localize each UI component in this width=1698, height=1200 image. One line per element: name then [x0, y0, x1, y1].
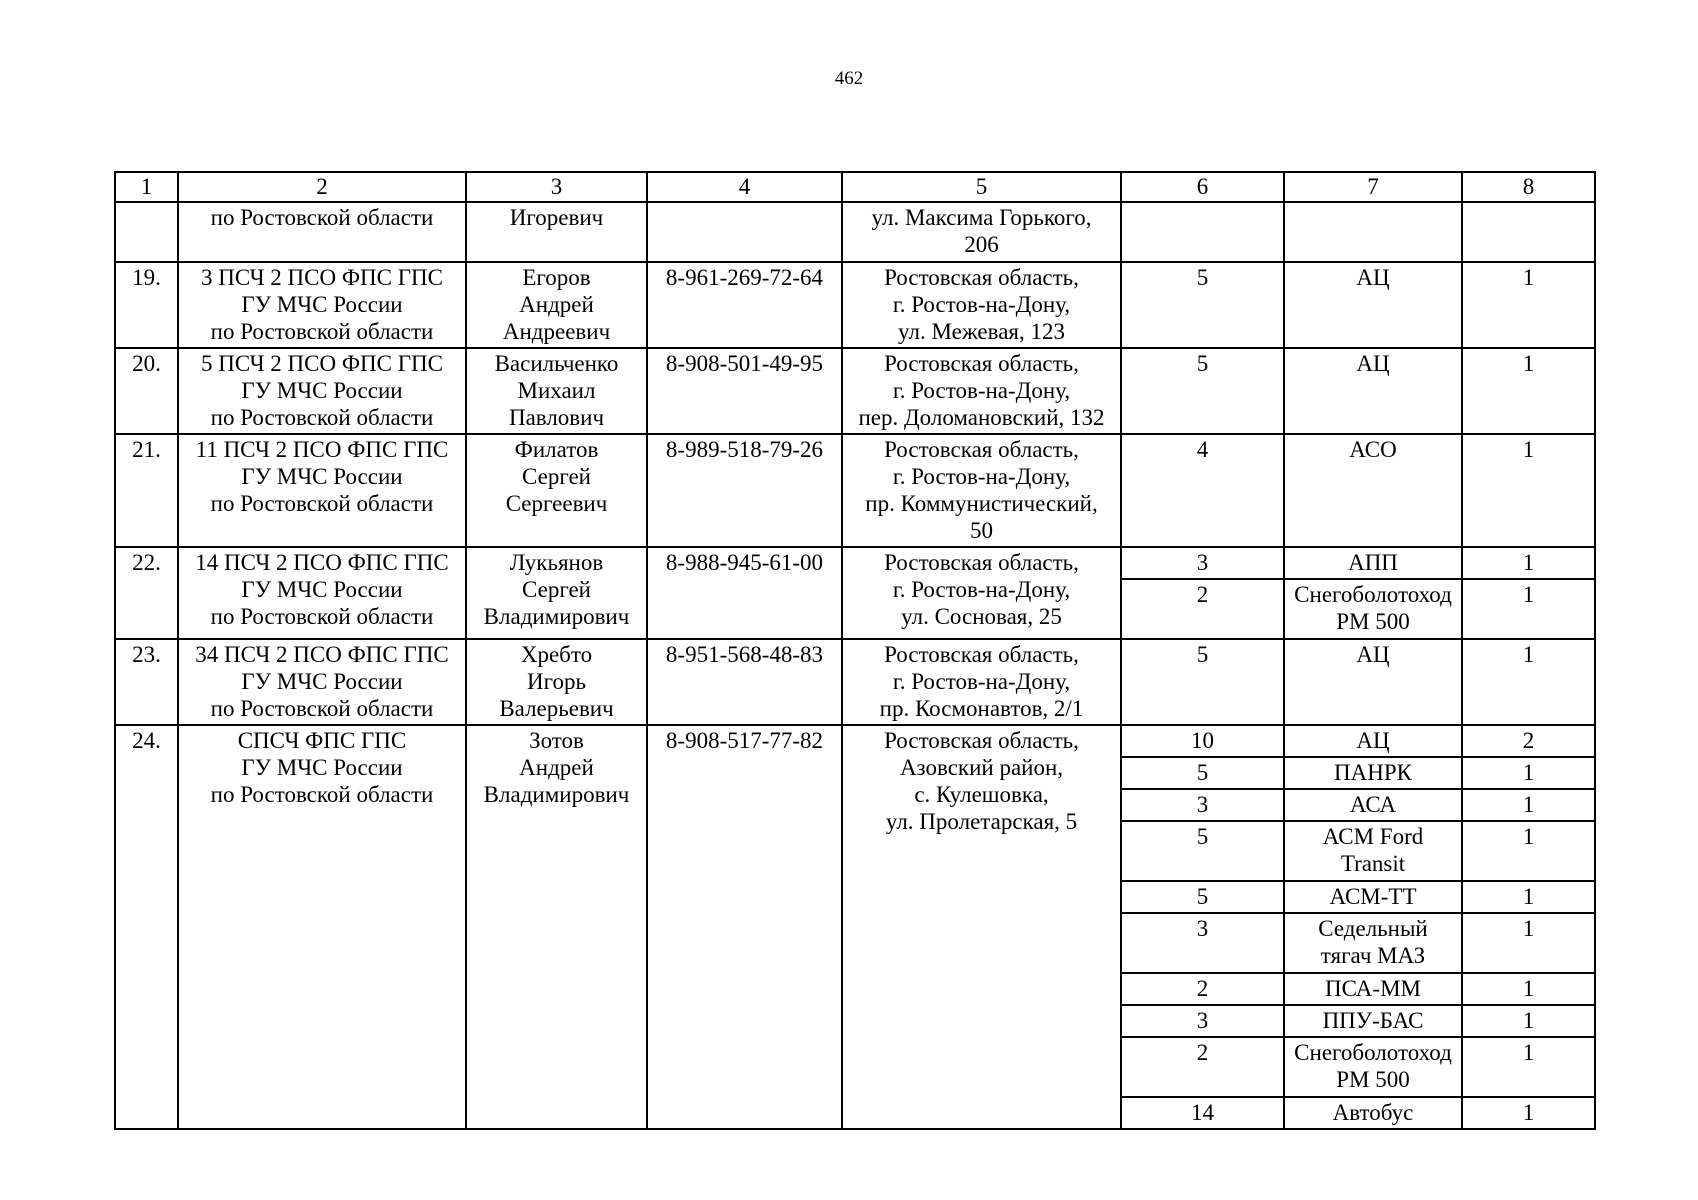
address-line: ул. Сосновая, 25 [901, 604, 1062, 629]
address [842, 348, 1121, 434]
vehicle-type-line: АСО [1349, 437, 1397, 462]
unit-name [178, 202, 466, 262]
vehicle-type [1284, 725, 1462, 757]
address-line: Ростовская область, [884, 550, 1079, 575]
vehicle-type-line: АЦ [1356, 642, 1390, 667]
unit-name-line: СПСЧ ФПС ГПС [237, 728, 407, 753]
phone-number: 8-951-568-48-83 [647, 639, 842, 725]
vehicle-type-line: РМ 500 [1336, 609, 1410, 634]
address-line: 50 [970, 518, 993, 543]
vehicle-type [1284, 547, 1462, 579]
unit-name-line: 5 ПСЧ 2 ПСО ФПС ГПС [200, 351, 443, 376]
address-line: Ростовская область, [884, 728, 1079, 753]
vehicle-type [1284, 1037, 1462, 1097]
address [842, 262, 1121, 348]
vehicle-quantity [1462, 202, 1595, 262]
responsible-person [466, 434, 647, 547]
responsible-person-line: Андреевич [502, 319, 611, 344]
table-row [115, 639, 1595, 725]
responsible-person-line: Игоревич [509, 205, 604, 230]
vehicle-quantity: 1 [1462, 262, 1595, 348]
responsible-person-line: Васильченко [494, 351, 619, 376]
address [842, 202, 1121, 262]
responsible-person-line: Филатов [514, 437, 599, 462]
address-line: Ростовская область, [884, 351, 1079, 376]
address-line: пр. Коммунистический, [865, 491, 1098, 516]
address-line: 206 [964, 232, 999, 257]
vehicle-quantity: 2 [1462, 725, 1595, 757]
vehicle-quantity: 1 [1462, 757, 1595, 789]
responsible-person [466, 547, 647, 639]
vehicle-count: 2 [1121, 1037, 1284, 1097]
vehicle-count: 5 [1121, 757, 1284, 789]
row-number [115, 202, 178, 262]
address-line: г. Ростов-на-Дону, [892, 577, 1071, 602]
vehicle-count: 4 [1121, 434, 1284, 547]
vehicle-quantity: 1 [1462, 1037, 1595, 1097]
header-cell-1: 1 [115, 172, 178, 202]
unit-name-line: 34 ПСЧ 2 ПСО ФПС ГПС [195, 642, 449, 667]
address-line: г. Ростов-на-Дону, [892, 292, 1071, 317]
address-line: Ростовская область, [884, 265, 1079, 290]
vehicle-quantity: 1 [1462, 821, 1595, 881]
address [842, 639, 1121, 725]
vehicle-type [1284, 262, 1462, 348]
phone-number: 8-908-517-77-82 [647, 725, 842, 1129]
vehicle-type [1284, 202, 1462, 262]
vehicle-type [1284, 1097, 1462, 1129]
unit-name-line: по Ростовской области [210, 782, 434, 807]
address-line: г. Ростов-на-Дону, [892, 464, 1071, 489]
phone-number [647, 202, 842, 262]
vehicle-count: 3 [1121, 1005, 1284, 1037]
address-line: пр. Космонавтов, 2/1 [879, 696, 1084, 721]
table-row [115, 434, 1595, 547]
responsible-person [466, 725, 647, 1129]
header-cell-3: 3 [466, 172, 647, 202]
responsible-person-line: Михаил [517, 378, 596, 403]
vehicle-type [1284, 913, 1462, 973]
header-row [115, 172, 1595, 202]
responsible-person-line: Игорь [527, 669, 586, 694]
address-line: ул. Пролетарская, 5 [885, 809, 1078, 834]
responsible-person [466, 202, 647, 262]
unit-name [178, 547, 466, 639]
vehicle-type-line: ППУ-БАС [1322, 1008, 1424, 1033]
row-number: 21. [115, 434, 178, 547]
table-row [115, 725, 1595, 757]
responsible-person-line: Лукьянов [509, 550, 604, 575]
vehicle-quantity: 1 [1462, 579, 1595, 639]
address-line: Ростовская область, [884, 642, 1079, 667]
vehicle-type [1284, 789, 1462, 821]
vehicle-count: 10 [1121, 725, 1284, 757]
unit-name-line: ГУ МЧС России [241, 292, 403, 317]
vehicle-quantity: 1 [1462, 789, 1595, 821]
vehicle-type [1284, 579, 1462, 639]
row-number: 19. [115, 262, 178, 348]
row-number: 20. [115, 348, 178, 434]
address-line: Ростовская область, [884, 437, 1079, 462]
vehicle-type-line: ПАНРК [1334, 760, 1412, 785]
vehicle-type [1284, 1005, 1462, 1037]
vehicle-count: 5 [1121, 262, 1284, 348]
responsible-person [466, 639, 647, 725]
vehicle-quantity: 1 [1462, 1005, 1595, 1037]
vehicle-quantity: 1 [1462, 1097, 1595, 1129]
header-cell-8: 8 [1462, 172, 1595, 202]
unit-name-line: по Ростовской области [210, 696, 434, 721]
responsible-person [466, 348, 647, 434]
vehicle-count: 3 [1121, 789, 1284, 821]
phone-number: 8-989-518-79-26 [647, 434, 842, 547]
vehicle-quantity: 1 [1462, 348, 1595, 434]
header-cell-4: 4 [647, 172, 842, 202]
vehicle-quantity: 1 [1462, 639, 1595, 725]
responsible-person-line: Владимирович [483, 782, 630, 807]
vehicle-type [1284, 639, 1462, 725]
vehicle-type [1284, 821, 1462, 881]
unit-name [178, 434, 466, 547]
responsible-person [466, 262, 647, 348]
vehicle-type-line: Transit [1340, 851, 1406, 876]
vehicle-type [1284, 434, 1462, 547]
address-line: пер. Доломановский, 132 [858, 405, 1105, 430]
vehicle-type-line: Автобус [1332, 1100, 1414, 1125]
vehicle-count: 14 [1121, 1097, 1284, 1129]
unit-name [178, 639, 466, 725]
unit-name-line: по Ростовской области [210, 205, 434, 230]
vehicle-count: 5 [1121, 639, 1284, 725]
vehicle-count: 3 [1121, 913, 1284, 973]
address-line: г. Ростов-на-Дону, [892, 378, 1071, 403]
header-cell-2: 2 [178, 172, 466, 202]
phone-number: 8-908-501-49-95 [647, 348, 842, 434]
data-table [114, 171, 1596, 1130]
table-row [115, 202, 1595, 262]
vehicle-type [1284, 348, 1462, 434]
unit-name [178, 348, 466, 434]
unit-name-line: по Ростовской области [210, 319, 434, 344]
unit-name [178, 262, 466, 348]
unit-name-line: по Ростовской области [210, 405, 434, 430]
header-cell-6: 6 [1121, 172, 1284, 202]
vehicle-count: 5 [1121, 821, 1284, 881]
row-number: 22. [115, 547, 178, 639]
vehicle-type [1284, 881, 1462, 913]
responsible-person-line: Сергей [522, 464, 591, 489]
responsible-person-line: Хребто [520, 642, 593, 667]
table-row [115, 262, 1595, 348]
unit-name-line: 14 ПСЧ 2 ПСО ФПС ГПС [195, 550, 449, 575]
address-line: г. Ростов-на-Дону, [892, 669, 1071, 694]
vehicle-type-line: АЦ [1356, 728, 1390, 753]
row-number: 24. [115, 725, 178, 1129]
address-line: Азовский район, [899, 755, 1064, 780]
vehicle-type-line: Снегоболотоход [1294, 582, 1452, 607]
vehicle-type-line: Снегоболотоход [1294, 1040, 1452, 1065]
unit-name-line: ГУ МЧС России [241, 577, 403, 602]
address [842, 547, 1121, 639]
unit-name-line: 3 ПСЧ 2 ПСО ФПС ГПС [200, 265, 443, 290]
vehicle-type-line: АСМ Ford [1322, 824, 1424, 849]
vehicle-type-line: Седельный [1318, 916, 1428, 941]
vehicle-type-line: ПСА-ММ [1325, 976, 1421, 1001]
vehicle-quantity: 1 [1462, 973, 1595, 1005]
vehicle-count [1121, 202, 1284, 262]
vehicle-type [1284, 973, 1462, 1005]
responsible-person-line: Владимирович [483, 604, 630, 629]
responsible-person-line: Егоров [522, 265, 591, 290]
vehicle-quantity: 1 [1462, 913, 1595, 973]
address-line: ул. Максима Горького, [871, 205, 1092, 230]
table-body [115, 172, 1595, 1129]
header-cell-5: 5 [842, 172, 1121, 202]
address [842, 725, 1121, 1129]
vehicle-count: 3 [1121, 547, 1284, 579]
address-line: с. Кулешовка, [914, 782, 1049, 807]
vehicle-count: 2 [1121, 973, 1284, 1005]
unit-name-line: 11 ПСЧ 2 ПСО ФПС ГПС [195, 437, 449, 462]
vehicle-quantity: 1 [1462, 547, 1595, 579]
responsible-person-line: Андрей [519, 292, 594, 317]
unit-name-line: ГУ МЧС России [241, 755, 403, 780]
responsible-person-line: Зотов [529, 728, 584, 753]
address-line: ул. Межевая, 123 [898, 319, 1065, 344]
vehicle-type [1284, 757, 1462, 789]
phone-number: 8-988-945-61-00 [647, 547, 842, 639]
address [842, 434, 1121, 547]
vehicle-type-line: АСМ-ТТ [1329, 884, 1417, 909]
row-number: 23. [115, 639, 178, 725]
table-row [115, 547, 1595, 579]
unit-name-line: по Ростовской области [210, 604, 434, 629]
responsible-person-line: Андрей [519, 755, 594, 780]
vehicle-count: 2 [1121, 579, 1284, 639]
unit-name-line: по Ростовской области [210, 491, 434, 516]
responsible-person-line: Валерьевич [499, 696, 614, 721]
responsible-person-line: Сергей [522, 577, 591, 602]
unit-name [178, 725, 466, 1129]
vehicle-type-line: РМ 500 [1336, 1067, 1410, 1092]
vehicle-type-line: АПП [1348, 550, 1398, 575]
responsible-person-line: Сергеевич [505, 491, 608, 516]
header-cell-7: 7 [1284, 172, 1462, 202]
table-row [115, 348, 1595, 434]
responsible-person-line: Павлович [508, 405, 605, 430]
vehicle-type-line: АЦ [1356, 351, 1390, 376]
unit-name-line: ГУ МЧС России [241, 378, 403, 403]
unit-name-line: ГУ МЧС России [241, 464, 403, 489]
unit-name-line: ГУ МЧС России [241, 669, 403, 694]
vehicle-count: 5 [1121, 881, 1284, 913]
vehicle-count: 5 [1121, 348, 1284, 434]
vehicle-type-line: тягач МАЗ [1320, 943, 1426, 968]
vehicle-quantity: 1 [1462, 434, 1595, 547]
vehicle-quantity: 1 [1462, 881, 1595, 913]
vehicle-type-line: АСА [1349, 792, 1397, 817]
phone-number: 8-961-269-72-64 [647, 262, 842, 348]
vehicle-type-line: АЦ [1356, 265, 1390, 290]
page-number: 462 [834, 68, 864, 89]
